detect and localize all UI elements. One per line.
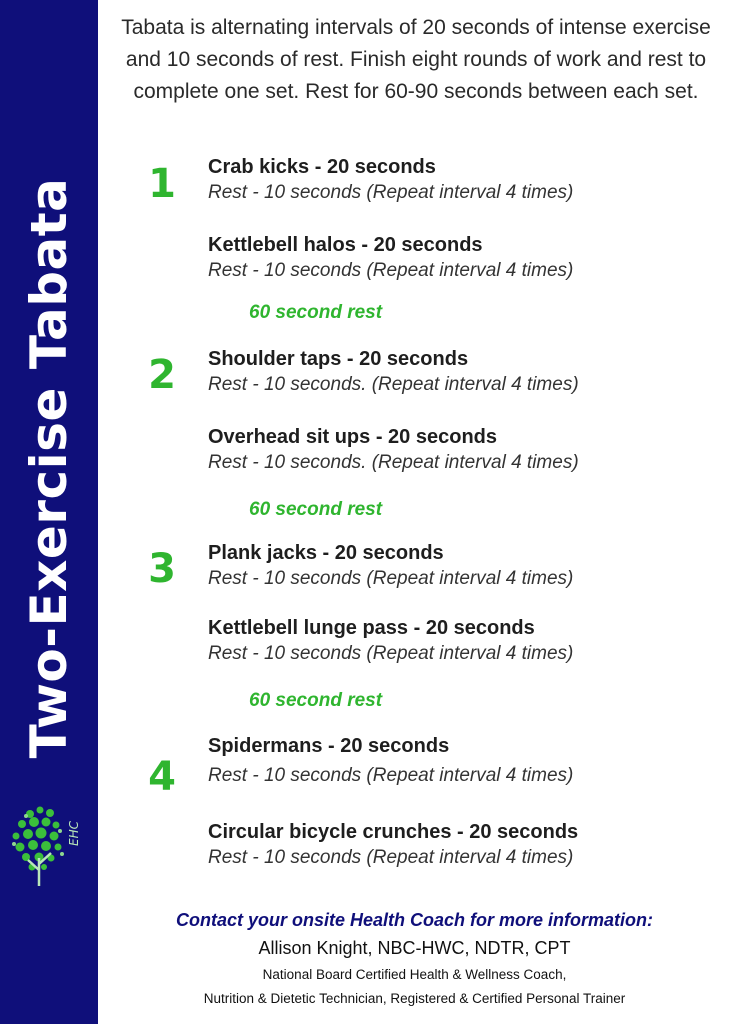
exercise-name: Spidermans - 20 seconds <box>208 735 450 757</box>
exercise-rest: Rest - 10 seconds (Repeat interval 4 times) <box>208 643 574 664</box>
svg-text:EHC: EHC <box>67 821 81 846</box>
exercise-rest: Rest - 10 seconds (Repeat interval 4 times) <box>208 260 574 281</box>
set-number-1: 1 <box>148 161 176 207</box>
exercise-item <box>208 733 708 789</box>
set-number-4: 4 <box>148 754 176 800</box>
page-title: Two-Exercise Tabata <box>20 177 78 759</box>
exercise-item <box>208 819 708 871</box>
exercise-rest: Rest - 10 seconds (Repeat interval 4 times) <box>208 765 574 786</box>
exercise-item <box>208 615 708 667</box>
exercise-item <box>208 154 708 206</box>
exercise-name: Plank jacks - 20 seconds <box>208 542 444 564</box>
exercise-rest: Rest - 10 seconds (Repeat interval 4 times) <box>208 568 574 589</box>
coach-name: Allison Knight, NBC-HWC, NDTR, CPT <box>258 938 571 958</box>
exercise-name: Crab kicks - 20 seconds <box>208 156 436 178</box>
exercise-rest: Rest - 10 seconds (Repeat interval 4 times) <box>208 182 574 203</box>
exercise-item <box>208 424 708 476</box>
exercise-name: Kettlebell lunge pass - 20 seconds <box>208 617 535 639</box>
sidebar <box>0 0 98 1024</box>
coach-credentials-line1: National Board Certified Health & Wellness Coach, <box>262 967 567 982</box>
intro-text: Tabata is alternating intervals of 20 seconds of intense exercise and 10 seconds of rest. Finish eight rounds of work and rest to complete one set. Rest for 60-90 seconds between each set. <box>121 16 711 103</box>
set-rest-label: 60 second rest <box>249 690 383 711</box>
exercise-item <box>208 232 708 284</box>
exercise-item <box>208 346 708 398</box>
coach-credentials-line2: Nutrition & Dietetic Technician, Registered & Certified Personal Trainer <box>203 991 626 1006</box>
tree-logo-icon <box>6 800 92 888</box>
set-number-3: 3 <box>148 546 176 592</box>
set-number-2: 2 <box>148 352 176 398</box>
set-rest-label: 60 second rest <box>249 499 383 520</box>
exercise-rest: Rest - 10 seconds (Repeat interval 4 times) <box>208 847 574 868</box>
exercise-name: Overhead sit ups - 20 seconds <box>208 426 497 448</box>
footer-contact: Contact your onsite Health Coach for more information: <box>175 910 654 930</box>
exercise-item <box>208 540 708 592</box>
exercise-name: Shoulder taps - 20 seconds <box>208 348 469 370</box>
exercise-rest: Rest - 10 seconds. (Repeat interval 4 times) <box>208 374 579 395</box>
exercise-name: Kettlebell halos - 20 seconds <box>208 234 483 256</box>
set-rest-label: 60 second rest <box>249 302 383 323</box>
exercise-rest: Rest - 10 seconds. (Repeat interval 4 times) <box>208 452 579 473</box>
exercise-name: Circular bicycle crunches - 20 seconds <box>208 821 579 843</box>
